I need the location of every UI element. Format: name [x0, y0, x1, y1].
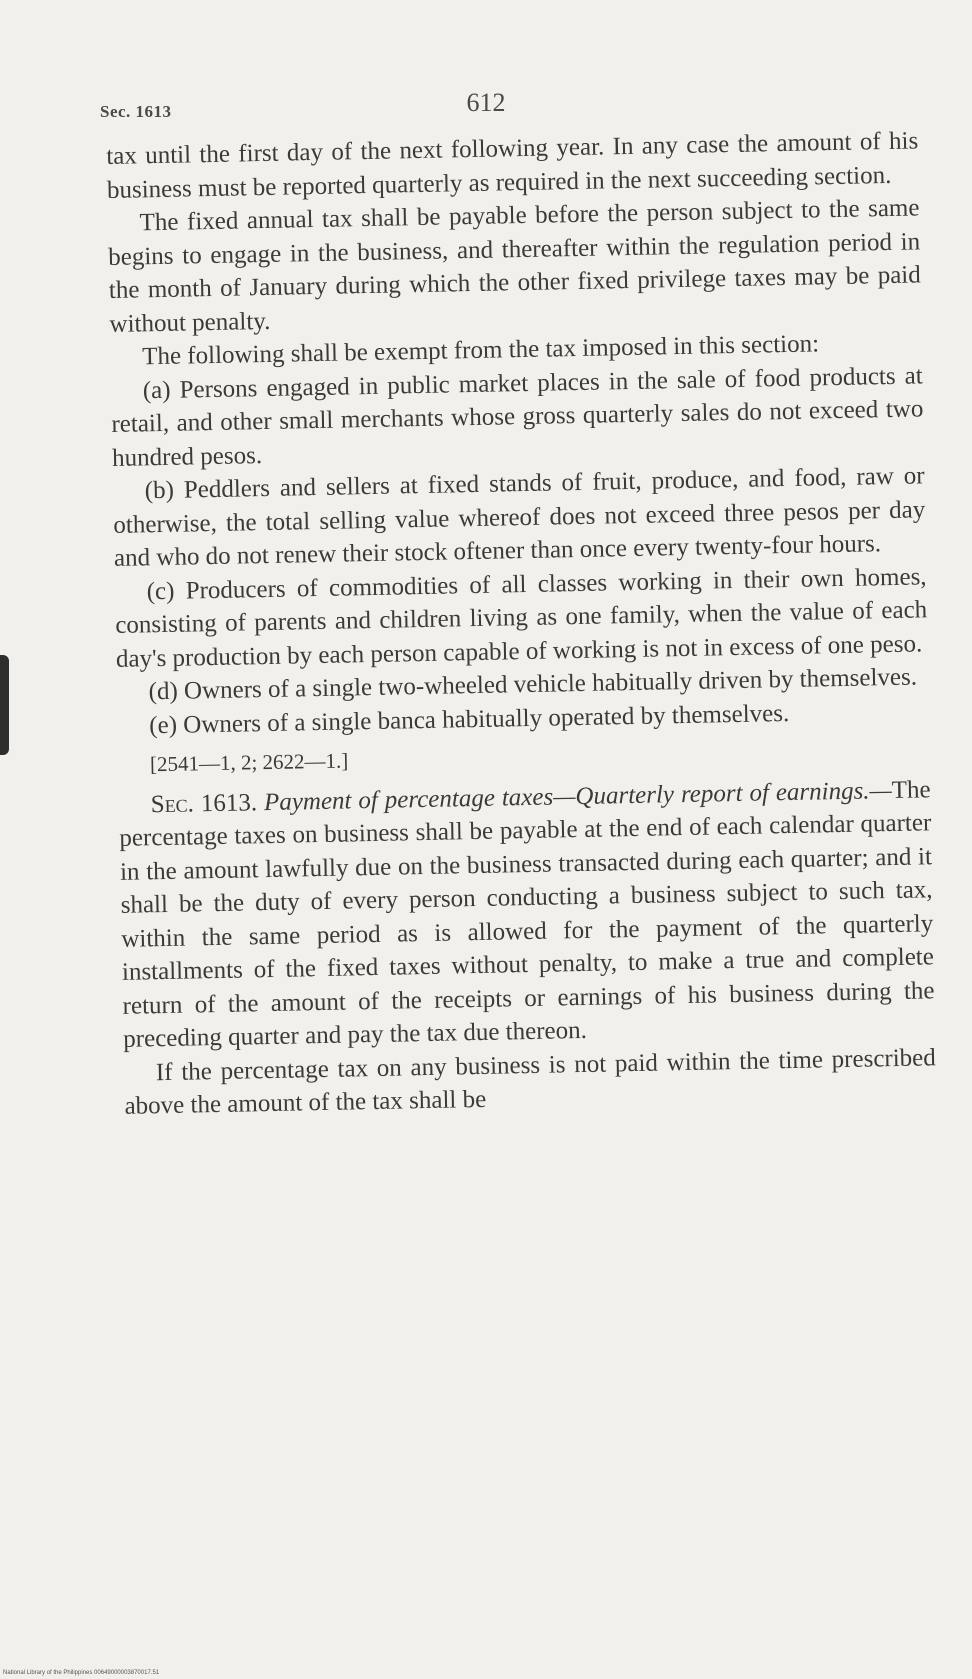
exemption-item-c: (c) Producers of commodities of all classes working in their own homes, consisting of parents and children living as one family, when the value of each day's production by each person capable of working is not in excess of one peso.: [115, 562, 928, 673]
exemption-item-a: (a) Persons engaged in public market places in the sale of food products at retail, and other small merchants whose gross quarterly sales do not exceed two hundred pesos.: [111, 361, 924, 472]
section-body: The percentage taxes on business shall be payable at the end of each calendar quarter in the amount lawfully due on the business transacted during each quarter; and it shall be the duty of every person conducting a business subject to such tax, within the same period as is allowed for the payment of the quarterly installments of the fixed taxes without penalty, to make a true and complete return of the amount of the receipts or earnings of his business during the preceding quarter and pay the tax due thereon.: [119, 775, 935, 1053]
body-text: [106, 124, 937, 1123]
paragraph-late-payment: If the percentage tax on any business is not paid within the time prescribed above the amount of the tax shall be: [124, 1043, 937, 1120]
scan-footer: National Library of the Philippines 00649000003870017.51: [3, 1670, 160, 1676]
section-heading: Sec. 1613.: [150, 788, 258, 818]
section-1613-paragraph: [118, 773, 935, 1057]
section-label: Sec. 1613: [100, 102, 172, 121]
paragraph-exemptions-intro: The following shall be exempt from the tax imposed in this section:: [141, 330, 820, 371]
running-head: [0, 88, 972, 128]
exemption-item-d: (d) Owners of a single two-wheeled vehicle habitually driven by themselves.: [148, 663, 918, 706]
exemption-item-e: (e) Owners of a single banca habitually operated by themselves.: [148, 699, 790, 739]
legislative-citation: [2541—1, 2; 2622—1.]: [149, 748, 349, 777]
page-number: 612: [466, 88, 506, 117]
exemption-item-b: (b) Peddlers and sellers at fixed stands of fruit, produce, and food, raw or otherwise, the total selling value whereof does not exceed three pesos per day and who do not renew their stock oftener than once every twenty-four hours.: [113, 462, 926, 572]
paragraph-continuation: tax until the first day of the next following year. In any case the amount of his business must be reported quarterly as required in the next succeeding section.: [106, 127, 919, 204]
section-catchline: Payment of percentage taxes—Quarterly report of earnings.—: [263, 776, 893, 816]
binding-edge: [0, 655, 9, 755]
paragraph-fixed-annual-tax: The fixed annual tax shall be payable before the person subject to the same begins to engage in the business, and thereafter within the regulation period in the month of January during which the other fixed privilege taxes may be paid without penalty.: [107, 194, 921, 338]
